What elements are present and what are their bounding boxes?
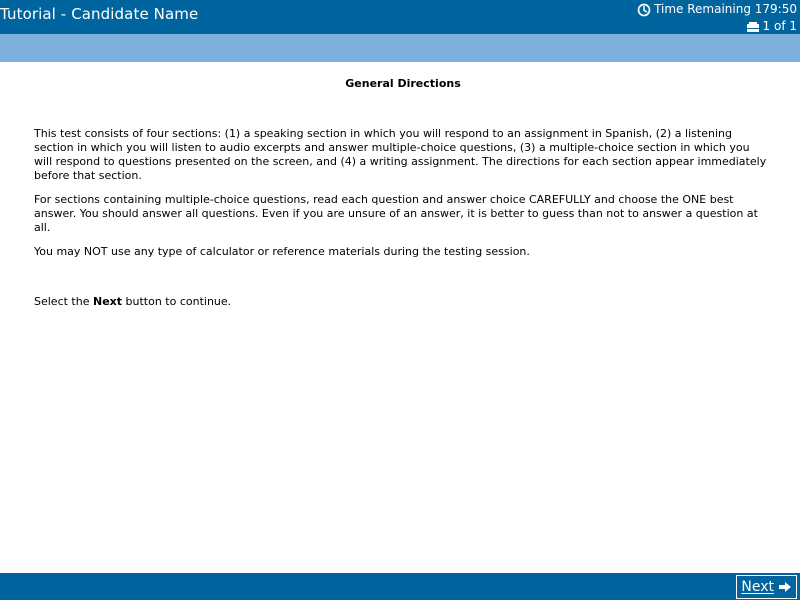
- clock-icon: [637, 3, 651, 17]
- page-indicator: 1 of 1: [762, 19, 797, 33]
- continue-next-word: Next: [92, 295, 123, 308]
- time-remaining: [637, 1, 797, 18]
- title-bar: [0, 0, 800, 35]
- page-title: Tutorial - Candidate Name: [0, 5, 199, 23]
- directions-content: [34, 77, 770, 319]
- continue-instruction: [34, 295, 770, 309]
- page-counter: [637, 18, 797, 35]
- next-button-label: Next: [741, 579, 774, 595]
- directions-heading: General Directions: [345, 77, 461, 90]
- time-remaining-label: Time Remaining 179:50: [654, 2, 797, 16]
- directions-paragraph-1: This test consists of four sections: (1) a speaking section in which you will respond to an assignment in Spanish, (2) a listening section in which you will listen to audio excerpts and answer multiple-choice questions, (3) a multiple-choice section in which you will respond to questions presented on the screen, and (4) a writing assignment. The directions for each section appear immediately before that section.: [34, 127, 767, 182]
- page-icon: [746, 20, 760, 34]
- next-button[interactable]: [736, 575, 797, 599]
- directions-paragraph-2: For sections containing multiple-choice questions, read each question and answer choice CAREFULLY and choose the ONE best answer. You should answer all questions. Even if you are unsure of an answer, it is better to guess than not to answer a question at all.: [34, 193, 758, 234]
- navigation-footer: [0, 573, 800, 600]
- status-area: [637, 1, 797, 35]
- arrow-right-icon: [778, 580, 792, 594]
- directions-paragraph-3: You may NOT use any type of calculator or reference materials during the testing session.: [34, 245, 530, 258]
- paragraph-spacer: [34, 269, 770, 295]
- continue-suffix: button to continue.: [122, 295, 232, 308]
- continue-prefix: Select the: [34, 295, 93, 308]
- toolbar-strip: [0, 35, 800, 62]
